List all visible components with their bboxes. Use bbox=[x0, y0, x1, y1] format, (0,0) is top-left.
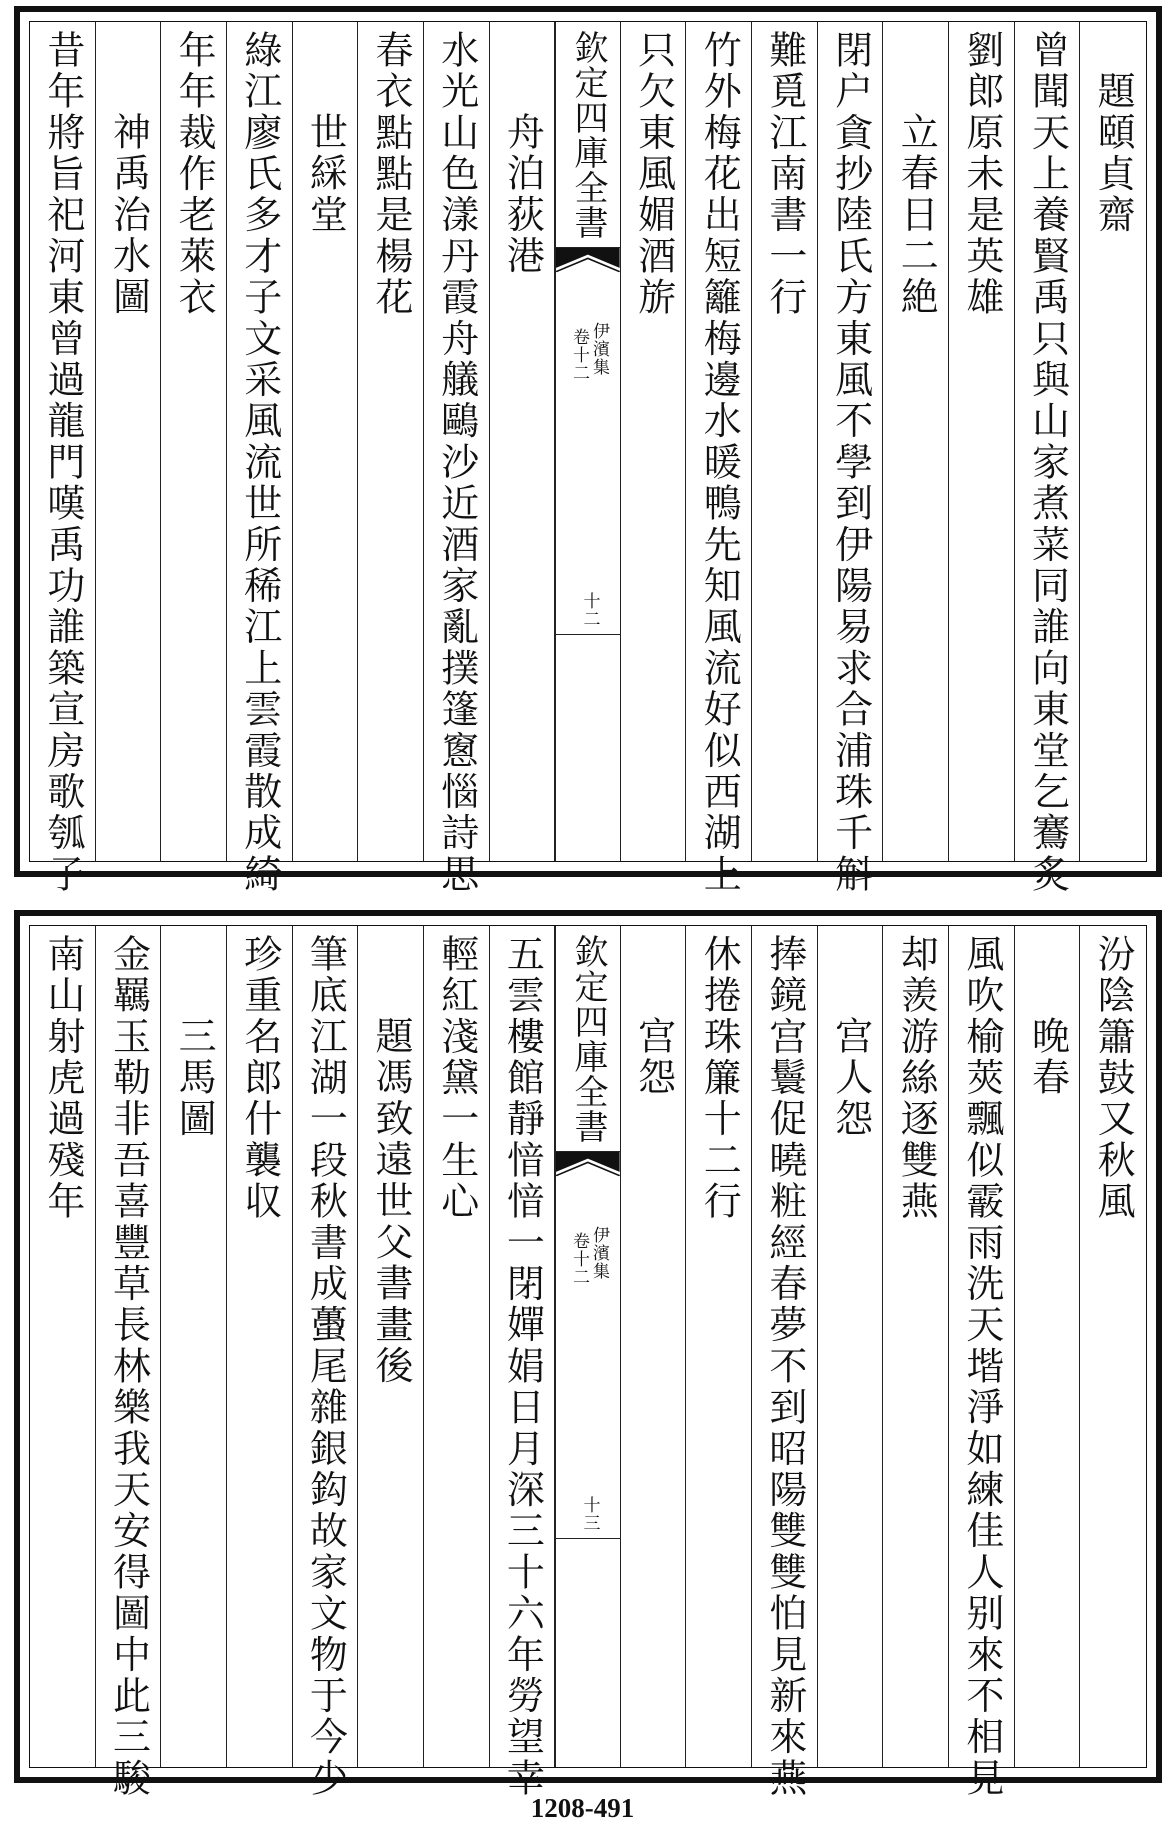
column-rule bbox=[817, 926, 818, 1767]
text-column bbox=[293, 22, 359, 861]
column-rule bbox=[1079, 22, 1080, 861]
column-rule bbox=[948, 22, 949, 861]
poem-line: 捧鏡宫鬟促曉粧經春夢不到昭陽雙雙怕見新來燕 bbox=[762, 934, 807, 1800]
column-rule bbox=[751, 22, 752, 861]
text-column bbox=[490, 22, 556, 861]
poem-line: 閉户貪抄陸氏方東風不學到伊陽易求合浦珠千斛 bbox=[828, 30, 873, 896]
poem-title: 宫怨 bbox=[631, 1016, 676, 1099]
column-rule bbox=[882, 926, 883, 1767]
center-fold-column bbox=[555, 926, 621, 1767]
poem-title: 世綵堂 bbox=[303, 112, 348, 236]
poem-title: 題頤貞齋 bbox=[1091, 71, 1136, 236]
poem-title: 題馮致遠世父書畫後 bbox=[369, 1016, 414, 1387]
center-divider bbox=[556, 634, 620, 635]
poem-line: 五雲樓館靜愔愔一閉嬋娟日月深三十六年勞望幸 bbox=[500, 934, 545, 1800]
column-rule bbox=[489, 22, 490, 861]
poem-line: 綠江廖氏多才子文采風流世所稀江上雲霞散成綺 bbox=[237, 30, 282, 896]
text-column bbox=[1080, 926, 1146, 1767]
column-rule bbox=[554, 926, 555, 1767]
text-column bbox=[949, 22, 1015, 861]
column-rule bbox=[423, 22, 424, 861]
column-rule bbox=[1079, 926, 1080, 1767]
poem-line: 休捲珠簾十二行 bbox=[697, 934, 742, 1223]
column-rule bbox=[226, 22, 227, 861]
poem-line: 輕紅淺黛一生心 bbox=[434, 934, 479, 1223]
text-column bbox=[424, 22, 490, 896]
page-upper-border bbox=[29, 21, 1147, 896]
text-column bbox=[227, 22, 293, 896]
column-rule bbox=[685, 22, 686, 861]
text-column bbox=[752, 926, 818, 1800]
column-rule bbox=[882, 22, 883, 861]
leaf-number: 十三 bbox=[579, 1496, 600, 1532]
text-column bbox=[1080, 22, 1146, 861]
poem-line: 春衣點點是楊花 bbox=[369, 30, 414, 319]
text-column bbox=[490, 926, 556, 1800]
poem-title: 宫人怨 bbox=[828, 1016, 873, 1140]
text-column bbox=[358, 22, 424, 861]
poem-title: 神禹治水圖 bbox=[106, 112, 151, 318]
poem-line: 金羈玉勒非吾喜豐草長林樂我天安得圖中此三駿 bbox=[106, 934, 151, 1800]
column-rule bbox=[1014, 22, 1015, 861]
column-rule bbox=[226, 926, 227, 1767]
column-rule bbox=[357, 22, 358, 861]
poem-line: 曾聞天上養賢禹只與山家煮菜同誰向東堂乞鶱炙 bbox=[1025, 30, 1070, 896]
poem-line: 難覓江南書一行 bbox=[762, 30, 807, 319]
text-column bbox=[752, 22, 818, 861]
poem-title: 立春日二絶 bbox=[894, 112, 939, 318]
text-column bbox=[621, 22, 687, 861]
text-column bbox=[358, 926, 424, 1767]
column-rule bbox=[489, 926, 490, 1767]
volume-label: 卷十二 bbox=[568, 1232, 589, 1286]
column-rule bbox=[357, 926, 358, 1767]
poem-line: 南山射虎過殘年 bbox=[40, 934, 85, 1223]
center-fold-column bbox=[555, 22, 621, 861]
page-number: 1208-491 bbox=[530, 1793, 635, 1823]
poem-line: 只欠東風媚酒旂 bbox=[631, 30, 676, 319]
column-rule bbox=[160, 22, 161, 861]
text-column bbox=[883, 926, 949, 1767]
text-column bbox=[883, 22, 949, 861]
leaf-number: 十二 bbox=[579, 592, 600, 628]
poem-line: 昔年將旨祀河東曾過龍門嘆禹功誰築宣房歌瓠子 bbox=[40, 30, 85, 896]
text-column bbox=[30, 22, 96, 896]
poem-line: 水光山色漾丹霞舟艤鷗沙近酒家亂撲篷窻惱詩思 bbox=[434, 30, 479, 896]
poem-title: 晚春 bbox=[1025, 1016, 1070, 1099]
center-divider bbox=[556, 247, 620, 248]
column-rule bbox=[1014, 926, 1015, 1767]
text-column bbox=[1015, 926, 1081, 1767]
center-title: 欽定四庫全書 bbox=[567, 30, 608, 240]
text-column bbox=[818, 22, 884, 896]
column-rule bbox=[160, 926, 161, 1767]
poem-line: 劉郎原未是英雄 bbox=[959, 30, 1004, 319]
poem-title: 舟泊荻港 bbox=[500, 112, 545, 277]
text-column bbox=[161, 22, 227, 861]
page-lower-border bbox=[29, 925, 1147, 1800]
volume-label: 卷十二 bbox=[568, 328, 589, 382]
fishtail-mark bbox=[556, 247, 620, 285]
column-rule bbox=[817, 22, 818, 861]
column-rule bbox=[685, 926, 686, 1767]
column-rule bbox=[751, 926, 752, 1767]
poem-line: 風吹榆莢飄似霰雨洗天堦淨如練佳人别來不相見 bbox=[959, 934, 1004, 1800]
text-column bbox=[161, 926, 227, 1767]
text-column bbox=[293, 926, 359, 1800]
poem-line: 年年裁作老萊衣 bbox=[172, 30, 217, 319]
center-divider bbox=[556, 1151, 620, 1152]
text-column bbox=[227, 926, 293, 1767]
poem-line: 却羨游絲逐雙燕 bbox=[894, 934, 939, 1223]
text-column bbox=[96, 926, 162, 1800]
text-column bbox=[1015, 22, 1081, 896]
column-rule bbox=[95, 22, 96, 861]
text-column bbox=[818, 926, 884, 1767]
poem-line: 竹外梅花出短籬梅邊水暖鴨先知風流好似西湖上 bbox=[697, 30, 742, 896]
text-column bbox=[424, 926, 490, 1767]
page-upper bbox=[14, 6, 1162, 896]
poem-title: 三馬圖 bbox=[172, 1016, 217, 1140]
page-lower bbox=[14, 910, 1162, 1800]
center-title: 欽定四庫全書 bbox=[567, 934, 608, 1144]
text-column bbox=[96, 22, 162, 861]
text-column bbox=[686, 926, 752, 1767]
text-column bbox=[621, 926, 687, 1767]
text-column bbox=[949, 926, 1015, 1800]
column-rule bbox=[554, 22, 555, 861]
poem-line: 珍重名郎什襲収 bbox=[237, 934, 282, 1223]
column-rule bbox=[95, 926, 96, 1767]
column-rule bbox=[292, 926, 293, 1767]
book-title: 伊濱集 bbox=[588, 322, 609, 376]
center-divider bbox=[556, 1538, 620, 1539]
poem-line: 汾陰簫鼓又秋風 bbox=[1091, 934, 1136, 1223]
fishtail-mark bbox=[556, 1151, 620, 1189]
text-column bbox=[686, 22, 752, 896]
column-rule bbox=[948, 926, 949, 1767]
book-title: 伊濱集 bbox=[588, 1226, 609, 1280]
text-column bbox=[30, 926, 96, 1767]
column-rule bbox=[292, 22, 293, 861]
poem-line: 筆底江湖一段秋書成蠆尾雜銀鈎故家文物于今少 bbox=[303, 934, 348, 1800]
column-rule bbox=[423, 926, 424, 1767]
